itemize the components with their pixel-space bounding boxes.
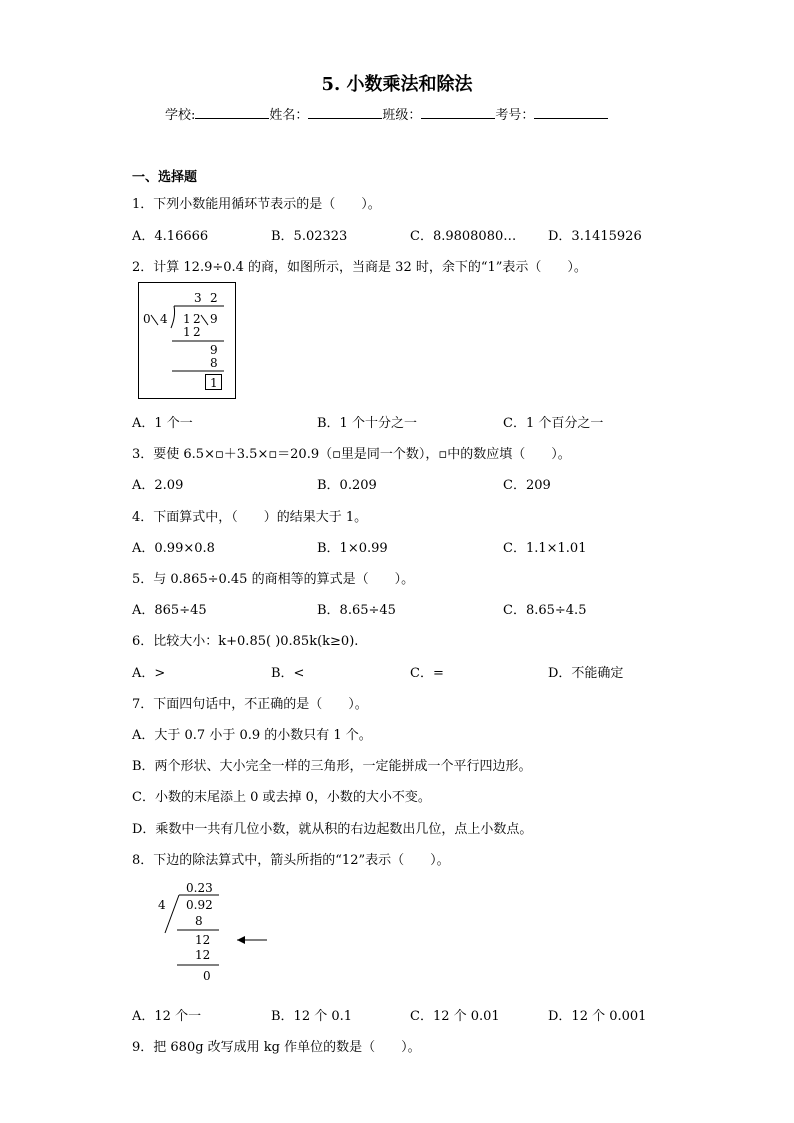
option: A．4.16666 xyxy=(132,229,209,244)
question-stem: 2．计算 12.9÷0.4 的商，如图所示，当商是 32 时，余下的“1”表示（ ）。 xyxy=(132,260,587,275)
option: A．1 个一 xyxy=(132,416,193,431)
quotient: 0.23 xyxy=(186,881,213,895)
divisor-digit: 4 xyxy=(160,312,168,326)
option: C．209 xyxy=(503,478,551,493)
option: A．2.09 xyxy=(132,478,184,493)
class-label: 班级： xyxy=(382,108,422,123)
option: B．1×0.99 xyxy=(317,541,388,556)
option: A．> xyxy=(132,666,166,681)
option: B．12 个 0.1 xyxy=(271,1009,353,1024)
number-blank xyxy=(534,106,608,119)
option: B．8.65÷45 xyxy=(317,603,396,618)
student-info xyxy=(165,104,608,123)
number-label: 考号： xyxy=(495,108,535,123)
page-title: 5. 小数乘法和除法 xyxy=(321,74,473,95)
question-stem: 4．下面算式中，（ ）的结果大于 1。 xyxy=(132,510,368,525)
option: D．3.1415926 xyxy=(548,229,642,244)
option: C．8.65÷4.5 xyxy=(503,603,587,618)
section-heading: 一、选择题 xyxy=(132,170,198,185)
option: D．不能确定 xyxy=(548,666,624,681)
arrow-icon xyxy=(237,936,245,944)
name-label: 姓名： xyxy=(269,108,309,123)
option: D．12 个 0.001 xyxy=(548,1009,647,1024)
option: C．小数的末尾添上 0 或去掉 0，小数的大小不变。 xyxy=(132,790,431,805)
subtract-value: 12 xyxy=(195,948,211,962)
option: B．5.02323 xyxy=(271,229,348,244)
question-stem: 7．下面四句话中，不正确的是（ ）。 xyxy=(132,697,368,712)
divisor-digit: 0 xyxy=(143,312,151,326)
dividend-digit: 9 xyxy=(210,312,218,326)
long-division-figure-1 xyxy=(138,282,236,400)
quotient-digit: 2 xyxy=(210,291,218,305)
question-stem: 6．比较大小：k+0.85( )0.85k(k≥0). xyxy=(132,634,359,649)
final-remainder: 0 xyxy=(203,969,211,983)
final-remainder: 1 xyxy=(210,376,218,390)
school-blank xyxy=(195,106,269,119)
question-stem: 5．与 0.865÷0.45 的商相等的算式是（ ）。 xyxy=(132,572,415,587)
quotient-digit: 3 xyxy=(194,291,202,305)
dividend-digit: 1 xyxy=(183,312,191,326)
option: A．大于 0.7 小于 0.9 的小数只有 1 个。 xyxy=(132,728,372,743)
option: C．= xyxy=(410,666,444,681)
subtract-digit: 2 xyxy=(193,325,201,339)
option: A．12 个一 xyxy=(132,1009,202,1024)
option: C．1.1×1.01 xyxy=(503,541,587,556)
long-division-figure-2 xyxy=(155,878,275,988)
school-label: 学校: xyxy=(165,108,196,123)
option: D．乘数中一共有几位小数，就从积的右边起数出几位，点上小数点。 xyxy=(132,822,533,837)
dividend-digit: 2 xyxy=(193,312,201,326)
remainder-digit: 9 xyxy=(210,343,218,357)
option: C．1 个百分之一 xyxy=(503,416,604,431)
option: B．两个形状、大小完全一样的三角形，一定能拼成一个平行四边形。 xyxy=(132,759,532,774)
option: B．1 个十分之一 xyxy=(317,416,417,431)
option: C．8.9808080… xyxy=(410,229,517,244)
option: B．< xyxy=(271,666,305,681)
option: A．0.99×0.8 xyxy=(132,541,215,556)
option: B．0.209 xyxy=(317,478,377,493)
question-stem: 9．把 680g 改写成用 kg 作单位的数是（ ）。 xyxy=(132,1040,421,1055)
subtract-digit: 8 xyxy=(210,356,218,370)
divisor: 4 xyxy=(158,898,166,912)
name-blank xyxy=(308,106,382,119)
option: C．12 个 0.01 xyxy=(410,1009,500,1024)
class-blank xyxy=(421,106,495,119)
subtract-value: 8 xyxy=(195,914,203,928)
question-stem: 1．下列小数能用循环节表示的是（ ）。 xyxy=(132,197,381,212)
subtract-digit: 1 xyxy=(183,325,191,339)
partial-remainder-12: 12 xyxy=(195,933,211,947)
dividend: 0.92 xyxy=(186,898,213,912)
option: A．865÷45 xyxy=(132,603,207,618)
question-stem: 3．要使 6.5×▫＋3.5×▫＝20.9（▫里是同一个数），▫中的数应填（ ）。 xyxy=(132,447,571,462)
question-stem: 8．下边的除法算式中，箭头所指的“12”表示（ ）。 xyxy=(132,853,450,868)
